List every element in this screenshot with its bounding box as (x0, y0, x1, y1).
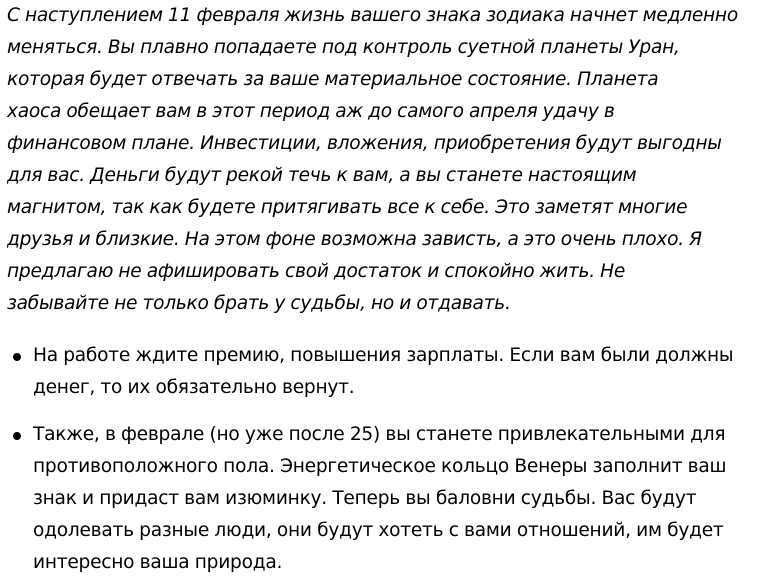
intro-line: для вас. Деньги будут рекой течь к вам, а вы станете настоящим (7, 165, 637, 186)
list-item-line: денег, то их обязательно вернут. (33, 377, 355, 398)
list-item-line: знак и придаст вам изюминку. Теперь вы баловни судьбы. Вас будут (33, 488, 697, 509)
list-item-line: интересно ваша природа. (33, 552, 283, 573)
intro-line: которая будет отвечать за ваше материальное состояние. Планета (7, 69, 659, 90)
intro-line: забывайте не только брать у судьбы, но и отдавать. (7, 293, 511, 314)
intro-line: друзья и близкие. На этом фоне возможна зависть, а это очень плохо. Я (7, 229, 702, 250)
intro-paragraph (7, 0, 759, 320)
list-item-line: одолевать разные люди, они будут хотеть с вами отношений, им будет (33, 520, 724, 541)
list-item-line: Также, в феврале (но уже после 25) вы станете привлекательными для (33, 424, 726, 445)
list-item-line: противоположного пола. Энергетическое кольцо Венеры заполнит ваш (33, 456, 727, 477)
article-body (7, 0, 759, 573)
bullet-dot-icon (13, 353, 21, 361)
intro-line: магнитом, так как будете притягивать все к себе. Это заметят многие (7, 197, 688, 218)
list-item-line: На работе ждите премию, повышения зарплаты. Если вам были должны (33, 345, 734, 366)
list-item-text (33, 340, 733, 404)
intro-line: финансовом плане. Инвестиции, вложения, приобретения будут выгодны (7, 133, 722, 154)
bullet-dot-icon (13, 432, 21, 440)
list-item-text (33, 419, 726, 579)
intro-line: хаоса обещает вам в этот период аж до самого апреля удачу в (7, 101, 615, 122)
intro-line: предлагаю не афишировать свой достаток и спокойно жить. Не (7, 261, 626, 282)
intro-line: меняться. Вы плавно попадаете под контроль суетной планеты Уран, (7, 37, 680, 58)
intro-line: С наступлением 11 февраля жизнь вашего знака зодиака начнет медленно (7, 5, 738, 26)
